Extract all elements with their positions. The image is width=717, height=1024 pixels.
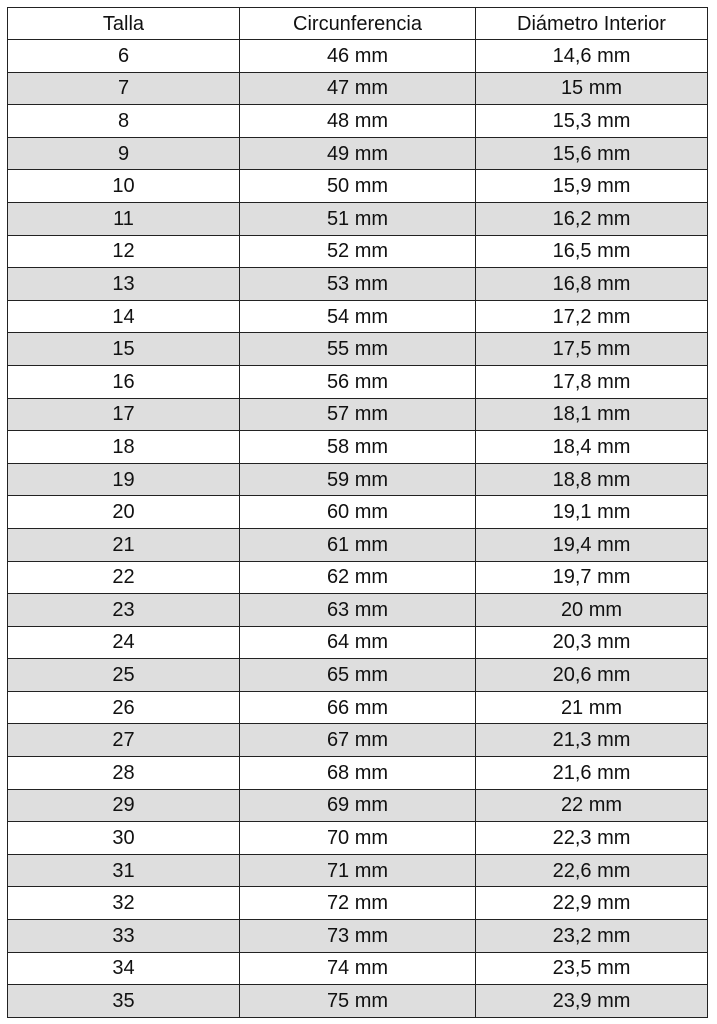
cell-talla: 13: [8, 268, 240, 301]
cell-circunferencia: 64 mm: [240, 626, 476, 659]
cell-talla: 7: [8, 72, 240, 105]
table-row: [8, 496, 708, 529]
cell-circunferencia: 69 mm: [240, 789, 476, 822]
cell-diametro-interior: 20,3 mm: [476, 626, 708, 659]
cell-circunferencia: 72 mm: [240, 887, 476, 920]
table-row: [8, 854, 708, 887]
cell-diametro-interior: 22,6 mm: [476, 854, 708, 887]
table-row: [8, 626, 708, 659]
cell-diametro-interior: 22,3 mm: [476, 822, 708, 855]
table-row: [8, 431, 708, 464]
cell-talla: 35: [8, 985, 240, 1018]
column-header-circunferencia: Circunferencia: [240, 8, 476, 40]
table-row: [8, 333, 708, 366]
cell-talla: 14: [8, 300, 240, 333]
cell-diametro-interior: 15,3 mm: [476, 105, 708, 138]
cell-diametro-interior: 23,5 mm: [476, 952, 708, 985]
cell-talla: 6: [8, 40, 240, 73]
cell-diametro-interior: 18,8 mm: [476, 463, 708, 496]
table-row: [8, 40, 708, 73]
cell-talla: 22: [8, 561, 240, 594]
cell-diametro-interior: 15,9 mm: [476, 170, 708, 203]
cell-diametro-interior: 22 mm: [476, 789, 708, 822]
cell-circunferencia: 70 mm: [240, 822, 476, 855]
cell-talla: 21: [8, 528, 240, 561]
table-row: [8, 920, 708, 953]
table-row: [8, 463, 708, 496]
cell-diametro-interior: 21,3 mm: [476, 724, 708, 757]
cell-talla: 11: [8, 202, 240, 235]
cell-diametro-interior: 15,6 mm: [476, 137, 708, 170]
table-body: [8, 40, 708, 1018]
cell-circunferencia: 46 mm: [240, 40, 476, 73]
cell-diametro-interior: 21,6 mm: [476, 757, 708, 790]
cell-diametro-interior: 19,7 mm: [476, 561, 708, 594]
cell-circunferencia: 51 mm: [240, 202, 476, 235]
cell-talla: 28: [8, 757, 240, 790]
cell-talla: 18: [8, 431, 240, 464]
cell-circunferencia: 54 mm: [240, 300, 476, 333]
cell-circunferencia: 63 mm: [240, 594, 476, 627]
cell-talla: 16: [8, 365, 240, 398]
cell-circunferencia: 67 mm: [240, 724, 476, 757]
table-row: [8, 691, 708, 724]
cell-diametro-interior: 23,9 mm: [476, 985, 708, 1018]
cell-circunferencia: 59 mm: [240, 463, 476, 496]
table-row: [8, 822, 708, 855]
cell-talla: 15: [8, 333, 240, 366]
cell-circunferencia: 65 mm: [240, 659, 476, 692]
cell-circunferencia: 73 mm: [240, 920, 476, 953]
table-row: [8, 300, 708, 333]
cell-diametro-interior: 14,6 mm: [476, 40, 708, 73]
cell-circunferencia: 49 mm: [240, 137, 476, 170]
cell-talla: 23: [8, 594, 240, 627]
cell-circunferencia: 47 mm: [240, 72, 476, 105]
cell-talla: 24: [8, 626, 240, 659]
cell-talla: 30: [8, 822, 240, 855]
cell-diametro-interior: 22,9 mm: [476, 887, 708, 920]
cell-circunferencia: 60 mm: [240, 496, 476, 529]
cell-circunferencia: 50 mm: [240, 170, 476, 203]
cell-talla: 12: [8, 235, 240, 268]
table-row: [8, 789, 708, 822]
cell-diametro-interior: 19,1 mm: [476, 496, 708, 529]
table-row: [8, 659, 708, 692]
cell-circunferencia: 57 mm: [240, 398, 476, 431]
cell-circunferencia: 62 mm: [240, 561, 476, 594]
table-row: [8, 137, 708, 170]
cell-circunferencia: 55 mm: [240, 333, 476, 366]
header-row: [8, 8, 708, 40]
table-row: [8, 985, 708, 1018]
cell-talla: 9: [8, 137, 240, 170]
cell-circunferencia: 75 mm: [240, 985, 476, 1018]
table-row: [8, 724, 708, 757]
table-row: [8, 561, 708, 594]
table-row: [8, 202, 708, 235]
column-header-talla: Talla: [8, 8, 240, 40]
table-row: [8, 887, 708, 920]
cell-diametro-interior: 17,5 mm: [476, 333, 708, 366]
cell-diametro-interior: 17,8 mm: [476, 365, 708, 398]
cell-talla: 8: [8, 105, 240, 138]
cell-talla: 17: [8, 398, 240, 431]
column-header-diametro-interior: Diámetro Interior: [476, 8, 708, 40]
cell-talla: 19: [8, 463, 240, 496]
table-row: [8, 235, 708, 268]
cell-diametro-interior: 20,6 mm: [476, 659, 708, 692]
cell-talla: 27: [8, 724, 240, 757]
ring-size-table-container: [7, 7, 707, 1018]
cell-talla: 34: [8, 952, 240, 985]
cell-circunferencia: 52 mm: [240, 235, 476, 268]
table-row: [8, 268, 708, 301]
cell-talla: 10: [8, 170, 240, 203]
cell-talla: 20: [8, 496, 240, 529]
table-row: [8, 757, 708, 790]
cell-diametro-interior: 15 mm: [476, 72, 708, 105]
table-header: [8, 8, 708, 40]
ring-size-table: [7, 7, 708, 1018]
table-row: [8, 528, 708, 561]
cell-talla: 26: [8, 691, 240, 724]
cell-diametro-interior: 17,2 mm: [476, 300, 708, 333]
cell-circunferencia: 71 mm: [240, 854, 476, 887]
cell-circunferencia: 53 mm: [240, 268, 476, 301]
cell-talla: 31: [8, 854, 240, 887]
table-row: [8, 365, 708, 398]
cell-diametro-interior: 19,4 mm: [476, 528, 708, 561]
table-row: [8, 72, 708, 105]
cell-diametro-interior: 20 mm: [476, 594, 708, 627]
cell-circunferencia: 56 mm: [240, 365, 476, 398]
cell-talla: 29: [8, 789, 240, 822]
cell-talla: 32: [8, 887, 240, 920]
cell-diametro-interior: 18,1 mm: [476, 398, 708, 431]
table-row: [8, 952, 708, 985]
cell-diametro-interior: 18,4 mm: [476, 431, 708, 464]
table-row: [8, 170, 708, 203]
cell-diametro-interior: 16,8 mm: [476, 268, 708, 301]
cell-circunferencia: 74 mm: [240, 952, 476, 985]
cell-circunferencia: 68 mm: [240, 757, 476, 790]
cell-diametro-interior: 16,2 mm: [476, 202, 708, 235]
cell-circunferencia: 58 mm: [240, 431, 476, 464]
table-row: [8, 594, 708, 627]
table-row: [8, 105, 708, 138]
cell-circunferencia: 66 mm: [240, 691, 476, 724]
cell-diametro-interior: 16,5 mm: [476, 235, 708, 268]
cell-diametro-interior: 21 mm: [476, 691, 708, 724]
cell-diametro-interior: 23,2 mm: [476, 920, 708, 953]
cell-circunferencia: 48 mm: [240, 105, 476, 138]
cell-talla: 25: [8, 659, 240, 692]
cell-circunferencia: 61 mm: [240, 528, 476, 561]
cell-talla: 33: [8, 920, 240, 953]
table-row: [8, 398, 708, 431]
